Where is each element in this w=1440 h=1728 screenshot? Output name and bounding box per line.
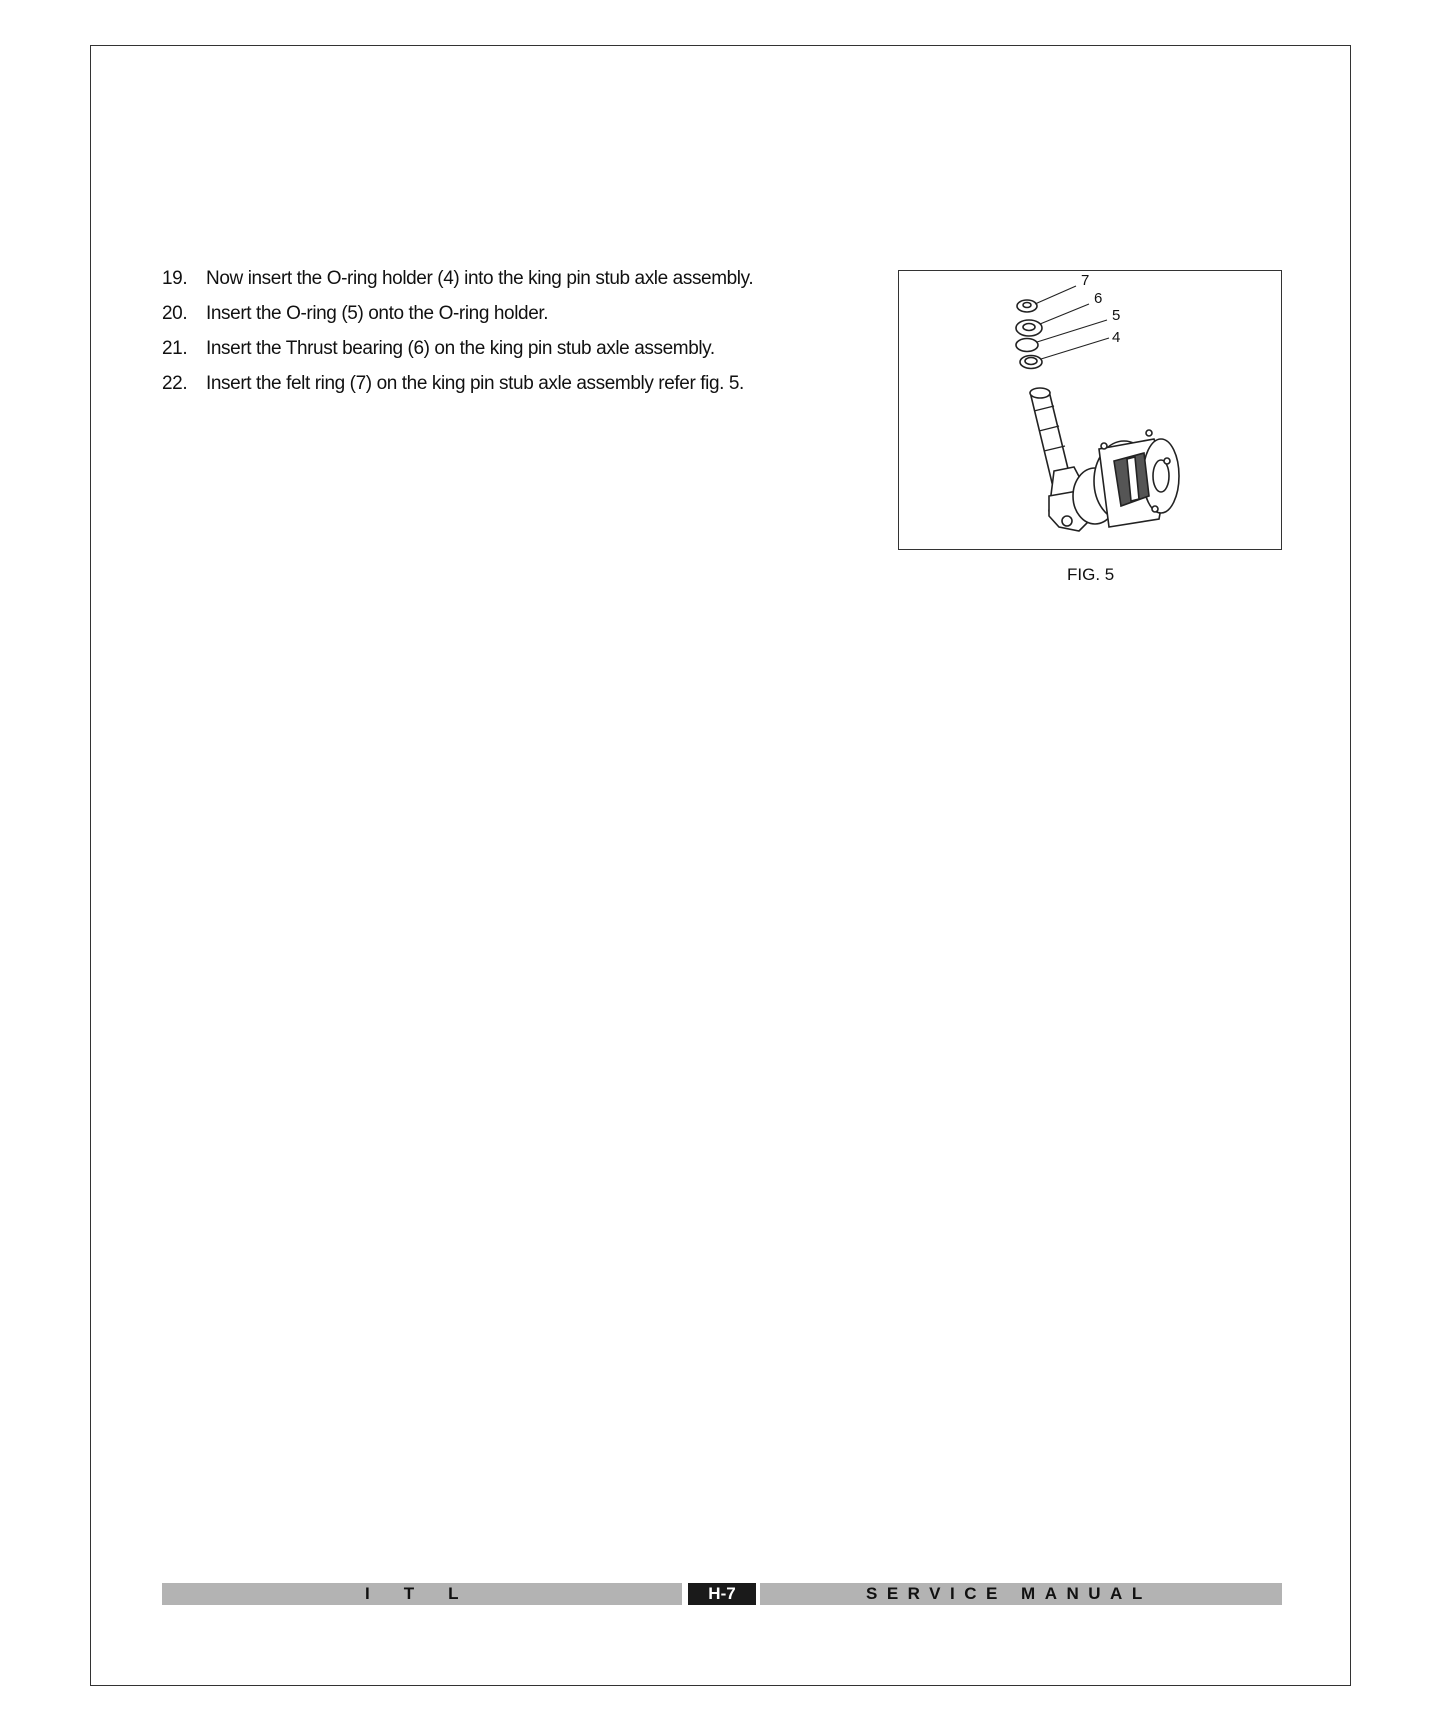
- callout-label: 4: [1112, 329, 1121, 346]
- footer-company: ITL: [365, 1584, 493, 1603]
- callout-label: 5: [1112, 307, 1121, 324]
- king-pin-stub-axle-part: [1030, 388, 1179, 531]
- step-text: Insert the Thrust bearing (6) on the king pin stub axle assembly.: [206, 338, 715, 359]
- step-item: [162, 373, 753, 408]
- step-number: 22.: [162, 373, 188, 394]
- assembly-steps-list: [162, 268, 753, 408]
- callout-label: 7: [1081, 272, 1090, 289]
- step-item: [162, 303, 753, 338]
- callout-label: 6: [1094, 290, 1103, 307]
- footer-manual-title: SERVICE MANUAL: [866, 1584, 1152, 1603]
- figure-caption: FIG. 5: [1067, 565, 1115, 584]
- step-number: 20.: [162, 303, 188, 324]
- stub-axle-exploded-illustration: [899, 271, 1283, 551]
- step-item: [162, 268, 753, 303]
- footer-page-number: H-7: [688, 1583, 756, 1605]
- step-number: 21.: [162, 338, 188, 359]
- step-text: Now insert the O-ring holder (4) into the king pin stub axle assembly.: [206, 268, 754, 289]
- step-item: [162, 338, 753, 373]
- step-text: Insert the O-ring (5) onto the O-ring holder.: [206, 303, 549, 324]
- figure-5-box: [898, 270, 1282, 550]
- step-number: 19.: [162, 268, 188, 289]
- o-ring-part: [1016, 339, 1038, 352]
- step-text: Insert the felt ring (7) on the king pin stub axle assembly refer fig. 5.: [206, 373, 744, 394]
